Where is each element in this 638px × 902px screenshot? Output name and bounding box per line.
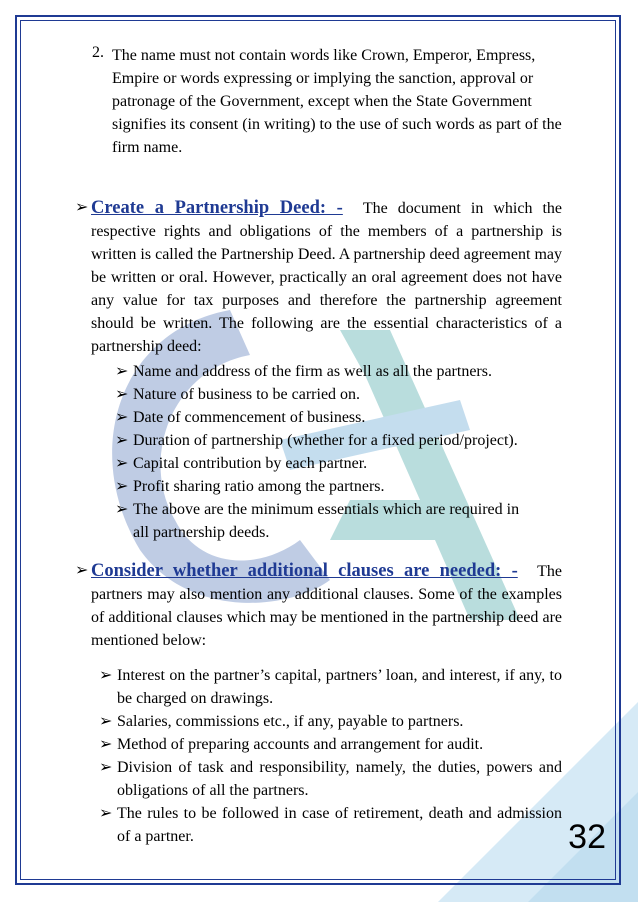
list-item: ➢ Nature of business to be carried on.	[115, 383, 562, 406]
list-item: ➢ Division of task and responsibility, namely, the duties, powers and obligations of all the partners.	[99, 756, 562, 802]
arrow-bullet-icon: ➢	[99, 805, 113, 822]
list-item: ➢ Date of commencement of business.	[115, 406, 562, 429]
arrow-bullet-icon: ➢	[99, 759, 113, 776]
arrow-bullet-icon: ➢	[115, 432, 129, 449]
list-item: ➢ Profit sharing ratio among the partners.	[115, 475, 562, 498]
list-item: ➢ The rules to be followed in case of retirement, death and admission of a partner.	[99, 802, 562, 848]
page-number: 32	[568, 818, 606, 856]
list-item: ➢ Salaries, commissions etc., if any, payable to partners.	[99, 710, 562, 733]
arrow-bullet-icon: ➢	[99, 713, 113, 730]
section-additional-clauses	[75, 560, 562, 848]
list-item: ➢ Duration of partnership (whether for a fixed period/project).	[115, 429, 562, 452]
section-text: The document in which the respective rights and obligations of the members of a partnership is written is called the Partnership Deed. A partnership deed agreement may be written or oral. However, practically an oral agreement does not have any value for tax purposes and therefore the partnership agreement should be written. The following are the essential characteristics of a partnership deed:	[91, 200, 563, 355]
section-partnership-deed	[75, 197, 562, 544]
arrow-bullet-icon: ➢	[75, 199, 89, 216]
arrow-bullet-icon: ➢	[115, 501, 129, 518]
list-item: ➢ Method of preparing accounts and arrangement for audit.	[99, 733, 562, 756]
arrow-bullet-icon: ➢	[99, 736, 113, 753]
item-number: 2.	[92, 44, 104, 61]
item-text: The name must not contain words like Crown, Emperor, Empress, Empire or words expressing or implying the sanction, approval or patronage of the Government, except when the State Government signifies its consent (in writing) to the use of such words as part of the firm name.	[112, 47, 562, 156]
arrow-bullet-icon: ➢	[115, 409, 129, 426]
additional-clauses-list	[99, 664, 562, 848]
section-heading: Consider whether additional clauses are needed: -	[91, 561, 518, 581]
arrow-bullet-icon: ➢	[115, 363, 129, 380]
arrow-bullet-icon: ➢	[115, 455, 129, 472]
list-item: ➢ Name and address of the firm as well as all the partners.	[115, 360, 562, 383]
numbered-item-2	[92, 44, 562, 159]
list-item: ➢ Interest on the partner’s capital, partners’ loan, and interest, if any, to be charged on drawings.	[99, 664, 562, 710]
deed-characteristics-list	[115, 360, 562, 544]
section-heading: Create a Partnership Deed: -	[91, 198, 343, 218]
section-paragraph	[91, 560, 562, 652]
arrow-bullet-icon: ➢	[115, 386, 129, 403]
list-item: ➢ Capital contribution by each partner.	[115, 452, 562, 475]
arrow-bullet-icon: ➢	[115, 478, 129, 495]
section-text: The partners may also mention any additional clauses. Some of the examples of additional clauses which may be mentioned in the partnership deed are mentioned below:	[91, 563, 562, 649]
arrow-bullet-icon: ➢	[99, 667, 113, 684]
arrow-bullet-icon: ➢	[75, 562, 89, 579]
list-item: ➢ The above are the minimum essentials which are required in all partnership deeds.	[115, 498, 562, 544]
section-paragraph	[91, 197, 562, 358]
